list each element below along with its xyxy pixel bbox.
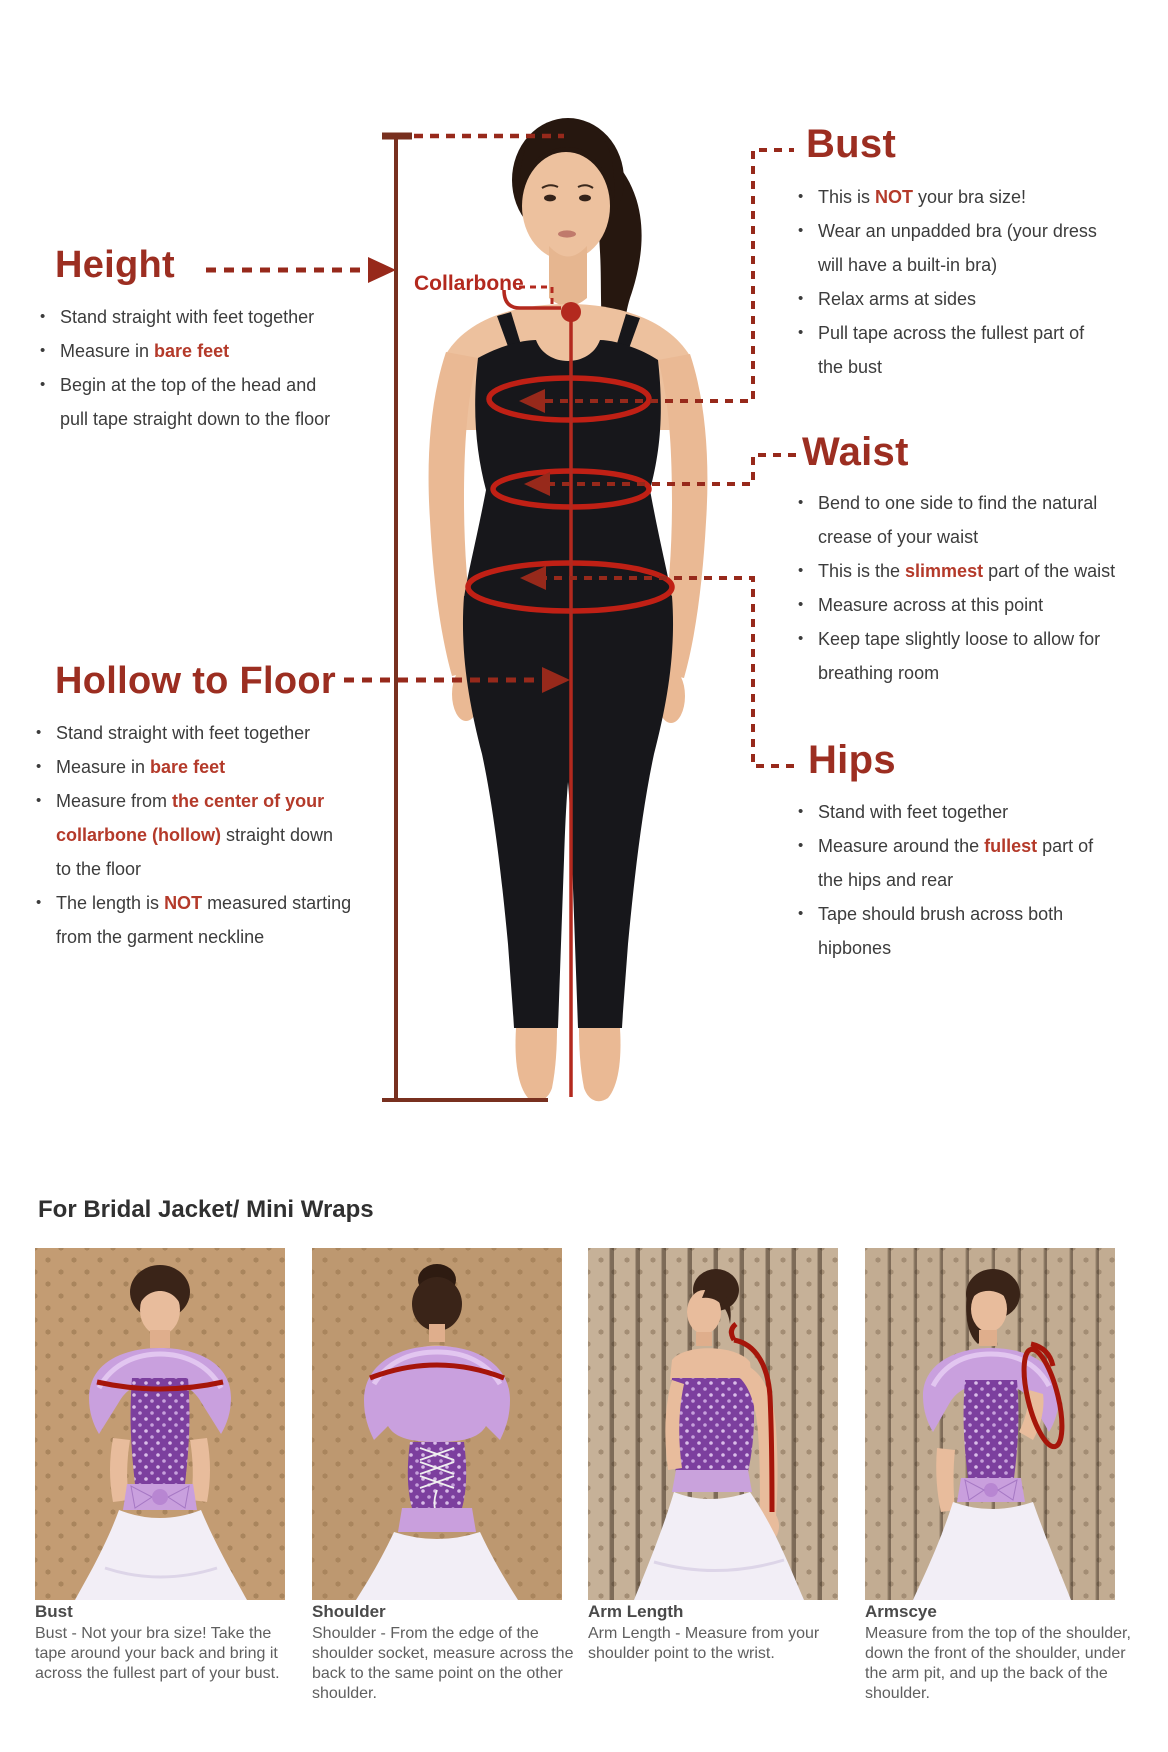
caption-arm-length [588, 1602, 850, 1664]
text-run: This is the [818, 561, 906, 581]
hips-title: Hips [808, 738, 896, 782]
bullet-item [30, 716, 374, 750]
bullet-item [30, 886, 374, 954]
bullet-item [34, 334, 368, 368]
bride-figure-back [356, 1264, 518, 1600]
text-run: Begin at the top of the head and [60, 375, 317, 395]
text-run: crease of your waist [818, 527, 979, 547]
text-run: Keep tape slightly loose to allow for [818, 629, 1101, 649]
hollow-to-floor-bullets [30, 716, 374, 954]
bridal-jacket-heading: For Bridal Jacket/ Mini Wraps [38, 1196, 374, 1223]
text-run: to the floor [56, 859, 142, 879]
height-arrow [206, 257, 396, 283]
photo-bust-measurement [35, 1248, 285, 1600]
bullet-item [34, 300, 368, 334]
bullet-item [792, 897, 1136, 965]
bullet-item [34, 368, 368, 436]
highlight-text: bare feet [154, 341, 230, 361]
height-title: Height [55, 244, 176, 286]
text-run: breathing room [818, 663, 940, 683]
text-run: the bust [818, 357, 883, 377]
text-run: part of the waist [983, 561, 1116, 581]
text-run: Measure across at this point [818, 595, 1044, 615]
highlight-text: the center of your [172, 791, 325, 811]
photo-armscye-measurement [865, 1248, 1115, 1600]
text-run: pull tape straight down to the floor [60, 409, 331, 429]
highlight-text: NOT [875, 187, 914, 207]
bullet-item [30, 784, 374, 886]
text-run: Bend to one side to find the natural [818, 493, 1098, 513]
caption-armscye-title: Armscye [865, 1602, 937, 1621]
caption-shoulder [312, 1602, 574, 1704]
waist-bullets [792, 486, 1152, 690]
caption-shoulder-text: Shoulder - From the edge of the shoulder socket, measure across the back to the same point on the other shoulder. [312, 1625, 574, 1702]
bullet-item [792, 829, 1136, 897]
text-run: measured starting [202, 893, 352, 913]
bullet-item [792, 588, 1152, 622]
collarbone-label: Collarbone [414, 272, 524, 295]
bust-title: Bust [806, 122, 897, 166]
caption-bust [35, 1602, 297, 1684]
text-run: Measure from [56, 791, 173, 811]
bullet-item [792, 486, 1152, 554]
collarbone-dot [561, 302, 581, 322]
caption-bust-title: Bust [35, 1602, 73, 1621]
height-bullets [34, 300, 368, 436]
text-run: Relax arms at sides [818, 289, 977, 309]
text-run: This is [818, 187, 876, 207]
bullet-item [792, 622, 1152, 690]
caption-armscye [865, 1602, 1133, 1704]
caption-arm-length-text: Arm Length - Measure from your shoulder point to the wrist. [588, 1625, 820, 1662]
highlight-text: slimmest [905, 561, 984, 581]
bride-figure-front [75, 1265, 247, 1600]
text-run: the hips and rear [818, 870, 954, 890]
highlight-text: collarbone (hollow) [56, 825, 221, 845]
caption-shoulder-title: Shoulder [312, 1602, 386, 1621]
text-run: Stand straight with feet together [60, 307, 315, 327]
text-run: part of [1037, 836, 1094, 856]
bullet-item [792, 180, 1148, 214]
waist-title: Waist [802, 430, 909, 474]
highlight-text: bare feet [150, 757, 226, 777]
text-run: Stand straight with feet together [56, 723, 311, 743]
text-run: from the garment neckline [56, 927, 265, 947]
hips-bullets [792, 795, 1136, 965]
caption-armscye-text: Measure from the top of the shoulder, down the front of the shoulder, under the arm pit, and up the back of the shoulder. [865, 1625, 1131, 1702]
bullet-item [792, 316, 1148, 384]
bullet-item [30, 750, 374, 784]
text-run: will have a built-in bra) [818, 255, 998, 275]
highlight-text: fullest [984, 836, 1038, 856]
text-run: straight down [221, 825, 334, 845]
text-run: hipbones [818, 938, 892, 958]
bullet-item [792, 282, 1148, 316]
bride-figure-side [634, 1269, 804, 1600]
caption-bust-text: Bust - Not your bra size! Take the tape around your back and bring it across the fullest part of your bust. [35, 1625, 280, 1682]
bullet-item [792, 214, 1148, 282]
photo-arm-length-measurement [588, 1248, 838, 1600]
bullet-item [792, 554, 1152, 588]
text-run: Measure around the [818, 836, 985, 856]
highlight-text: NOT [164, 893, 203, 913]
bust-bullets [792, 180, 1148, 384]
text-run: Pull tape across the fullest part of [818, 323, 1085, 343]
text-run: Wear an unpadded bra (your dress [818, 221, 1097, 241]
bride-figure-armscye [913, 1269, 1071, 1600]
caption-arm-length-title: Arm Length [588, 1602, 684, 1621]
hollow-to-floor-title: Hollow to Floor [55, 660, 337, 702]
text-run: Measure in [60, 341, 155, 361]
bullet-item [792, 795, 1136, 829]
photo-shoulder-measurement [312, 1248, 562, 1600]
text-run: Tape should brush across both [818, 904, 1064, 924]
text-run: your bra size! [913, 187, 1027, 207]
text-run: The length is [56, 893, 165, 913]
text-run: Stand with feet together [818, 802, 1009, 822]
text-run: Measure in [56, 757, 151, 777]
